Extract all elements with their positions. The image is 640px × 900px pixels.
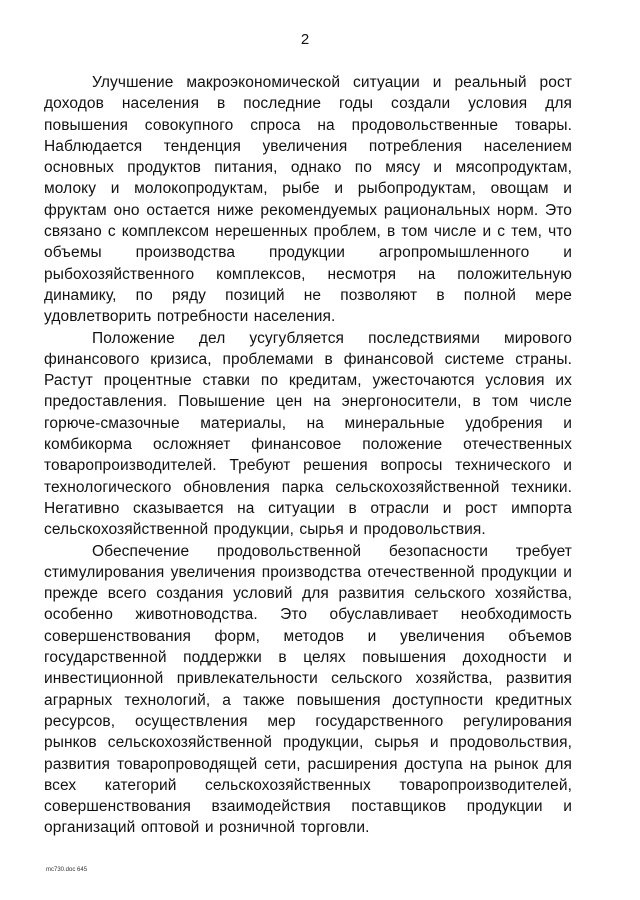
document-body: [44, 72, 572, 839]
paragraph-economic-situation: Улучшение макроэкономической ситуации и реальный рост доходов населения в последние годы создали условия для повышения совокупного спроса на продовольственные товары. Наблюдается тенденция увеличения потребления населением основных продуктов питания, однако по мясу и мясопродуктам, молоку и молокопродуктам, рыбе и рыбопродуктам, овощам и фруктам оно остается ниже рекомендуемых рациональных норм. Это связано с комплексом нерешенных проблем, в том числе и с тем, что объемы производства продукции агропромышленного и рыбохозяйственного комплексов, несмотря на положительную динамику, по ряду позиций не позволяют в полной мере удовлетворить потребности населения.: [44, 74, 572, 326]
page-number: 2: [300, 31, 310, 48]
document-footer-code: mc730.doc 645: [46, 867, 88, 873]
paragraph-food-security: Обеспечение продовольственной безопасности требует стимулирования увеличения производства отечественной продукции и прежде всего создания условий для развития сельского хозяйства, особенно животноводства. Это обуславливает необходимость совершенствования форм, методов и увеличения объемов государственной поддержки в целях повышения доходности и инвестиционной привлекательности сельского хозяйства, развития аграрных технологий, а также повышения доступности кредитных ресурсов, осуществления мер государственного регулирования рынков сельскохозяйственной продукции, сырья и продовольствия, развития товаропроводящей сети, расширения доступа на рынок для всех категорий сельскохозяйственных товаропроизводителей, совершенствования взаимодействия поставщиков продукции и организаций оптовой и розничной торговли.: [44, 542, 572, 837]
paragraph-financial-crisis: Положение дел усугубляется последствиями мирового финансового кризиса, проблемами в финансовой системе страны. Растут процентные ставки по кредитам, ужесточаются условия их предоставления. Повышение цен на энергоносители, в том числе горюче-смазочные материалы, на минеральные удобрения и комбикорма осложняет финансовое положение отечественных товаропроизводителей. Требуют решения вопросы технического и технологического обновления парка сельскохозяйственной техники. Негативно сказывается на ситуации в отрасли и рост импорта сельскохозяйственной продукции, сырья и продовольствия.: [44, 329, 572, 539]
